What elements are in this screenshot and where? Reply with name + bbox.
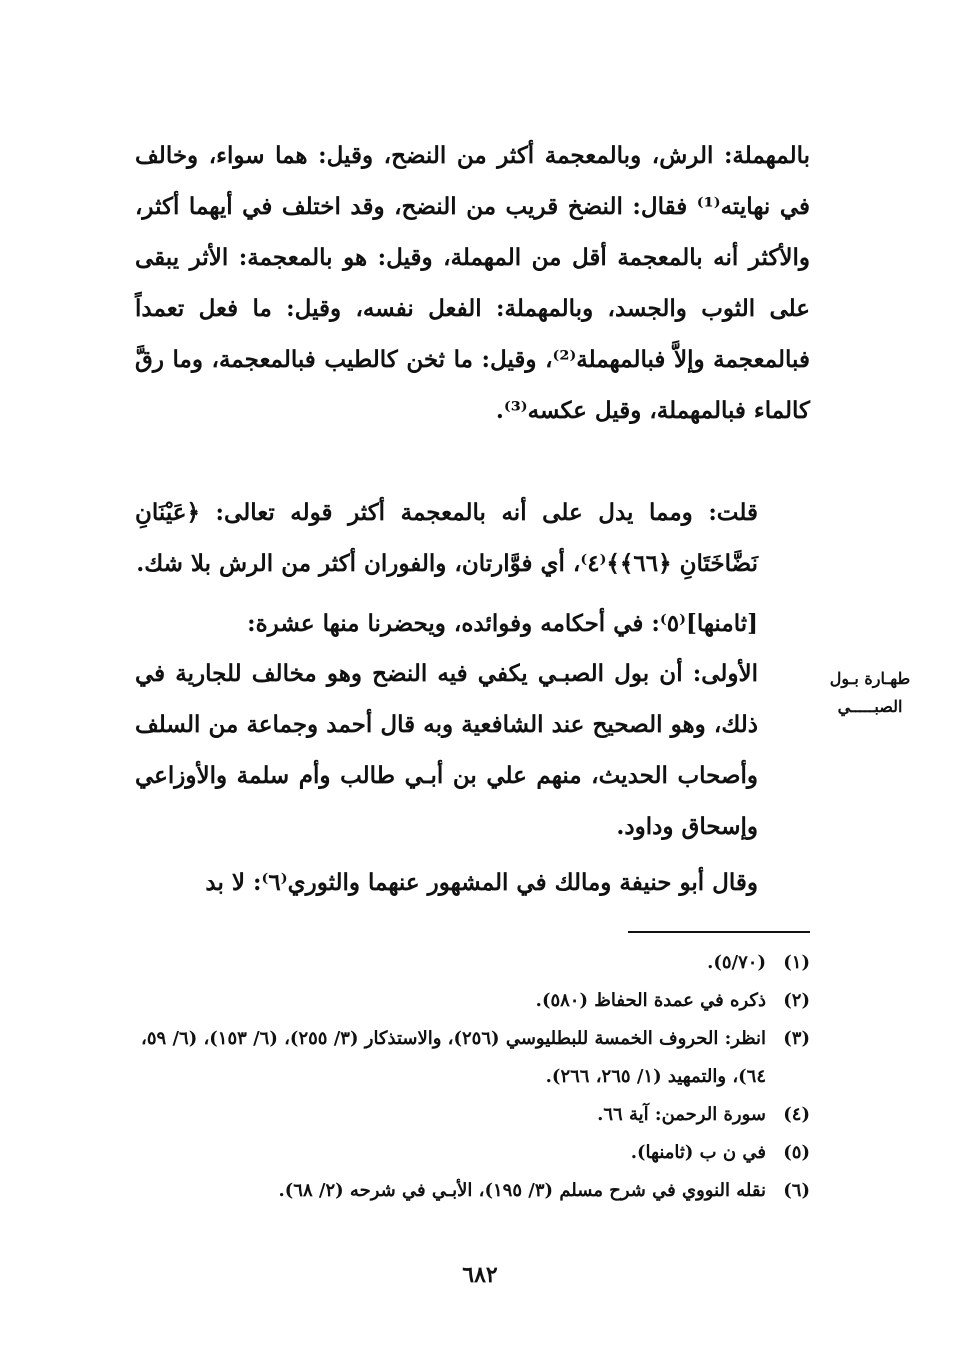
footnote-item bbox=[130, 1134, 810, 1172]
footnote-item bbox=[130, 1172, 810, 1210]
margin-heading-line: طهـارة بـول bbox=[829, 669, 911, 688]
footnote-text: (٥/٧٠). bbox=[707, 952, 766, 973]
footnote-text: في ن ب (ثامنها). bbox=[630, 1142, 766, 1163]
paragraph-text: [ثامنها]⁽٥⁾: في أحكامه وفوائده، ويحضرنا منها عشرة: bbox=[247, 610, 758, 637]
margin-heading-line: الصبـــــي bbox=[837, 697, 903, 716]
body-paragraph bbox=[135, 130, 810, 436]
page-number: ٦٨٢ bbox=[462, 1262, 498, 1288]
paragraph-text: الأولى: أن بول الصبـي يكفي فيه النضح وهو مخالف للجارية في ذلك، وهو الصحيح عند الشافعية وبه قال أحمد وجماعة من السلف وأصحاب الحديث، منهم علي بن أبـي طالب وأم سلمة والأوزاعي وإسحاق وداود. bbox=[135, 660, 758, 840]
body-paragraph bbox=[135, 598, 810, 649]
paragraph-text: وقال أبو حنيفة ومالك في المشهور عنهما والثوري⁽٦⁾: لا بد bbox=[205, 869, 758, 896]
footnote-number: (٣) bbox=[783, 1028, 810, 1049]
footnote-divider bbox=[628, 931, 810, 933]
footnote-item bbox=[130, 1020, 810, 1096]
footnote-text: نقله النووي في شرح مسلم (٣/ ١٩٥)، الأبـي في شرحه (٢/ ٦٨). bbox=[278, 1180, 766, 1201]
footnotes-list bbox=[130, 944, 810, 1210]
footnote-item bbox=[130, 982, 810, 1020]
footnote-text: سورة الرحمن: آية ٦٦. bbox=[597, 1104, 766, 1125]
body-paragraph bbox=[135, 857, 810, 908]
body-paragraph bbox=[135, 648, 810, 852]
footnote-number: (٤) bbox=[783, 1104, 810, 1125]
footnote-number: (٥) bbox=[783, 1142, 810, 1163]
footnote-text: انظر: الحروف الخمسة للبطليوسي (٢٥٦)، والاستذكار (٣/ ٢٥٥)، (٦/ ١٥٣)، (٦/ ٥٩، ٦٤)، والتمهيد (١/ ٢٦٥، ٢٦٦). bbox=[141, 1028, 766, 1087]
footnote-text: ذكره في عمدة الحفاظ (٥٨٠). bbox=[535, 990, 766, 1011]
body-paragraph bbox=[135, 487, 810, 589]
footnote-number: (٦) bbox=[783, 1180, 810, 1201]
footnote-item bbox=[130, 1096, 810, 1134]
paragraph-text: قلت: ومما يدل على أنه بالمعجمة أكثر قوله تعالى: ﴿عَيْنَانِ نَضَّاخَتَانِ ﴿٦٦﴾﴾⁽٤⁾، أي فوَّارتان، والفوران أكثر من الرش بلا شك. bbox=[135, 499, 758, 577]
footnote-number: (٢) bbox=[783, 990, 810, 1011]
paragraph-text: بالمهملة: الرش، وبالمعجمة أكثر من النضح، وقيل: هما سواء، وخالف في نهايته⁽¹⁾ فقال: النضخ قريب من النضح، وقد اختلف في أيهما أكثر، والأكثر أنه بالمعجمة أقل من المهملة، وقيل: هو بالمعجمة: الأثر يبقى على الثوب والجسد، وبالمهملة: الفعل نفسه، وقيل: ما فعل تعمداً فبالمعجمة وإلاَّ فبالمهملة⁽²⁾، وقيل: ما ثخن كالطيب فبالمعجمة، وما رقَّ كالماء فبالمهملة، وقيل عكسه⁽³⁾. bbox=[135, 142, 810, 424]
footnote-number: (١) bbox=[783, 952, 810, 973]
margin-heading bbox=[825, 665, 915, 721]
footnote-item bbox=[130, 944, 810, 982]
